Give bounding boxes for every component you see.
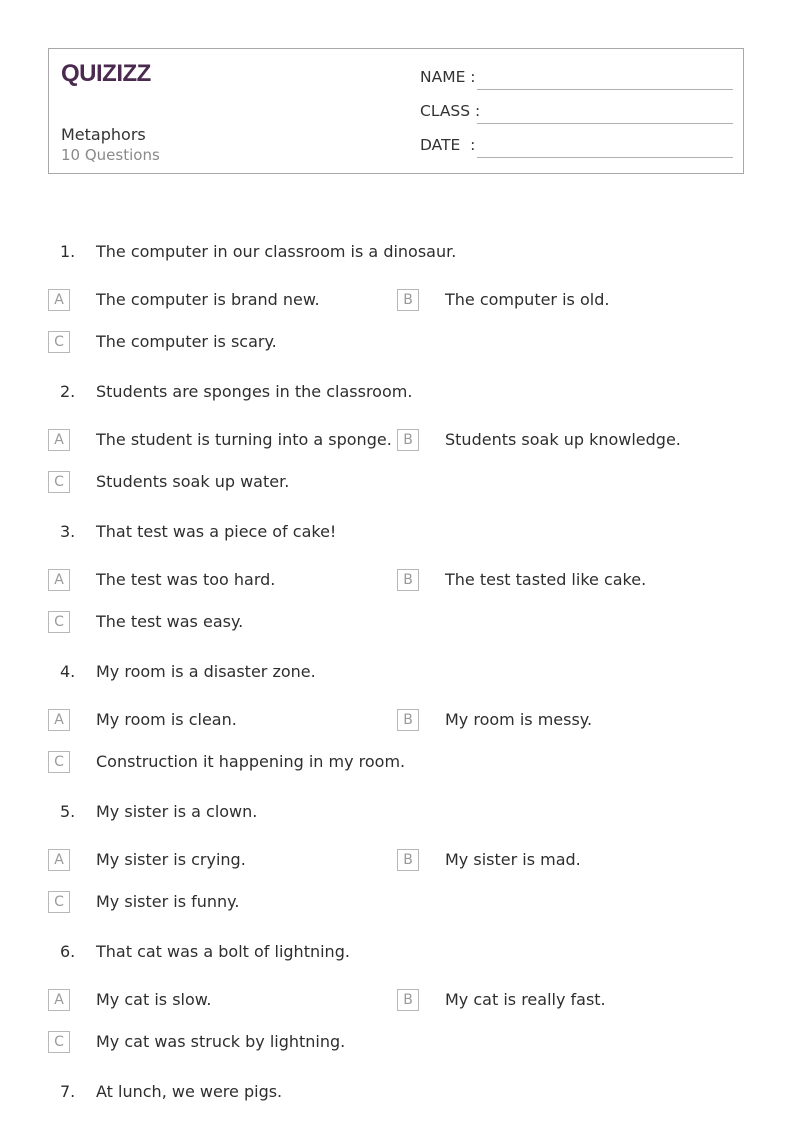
- question-number: 2.: [60, 382, 76, 401]
- question-number: 6.: [60, 942, 76, 961]
- svg-text:QUIZIZZ: QUIZIZZ: [61, 60, 151, 87]
- option-c-text: My sister is funny.: [96, 892, 240, 911]
- question-number: 1.: [60, 242, 76, 261]
- question-text: The computer in our classroom is a dinosaur.: [96, 242, 457, 261]
- option-b-checkbox[interactable]: B: [397, 849, 419, 871]
- option-c-checkbox[interactable]: C: [48, 1031, 70, 1053]
- option-c-checkbox[interactable]: C: [48, 751, 70, 773]
- class-label: CLASS :: [420, 102, 481, 120]
- date-label: DATE :: [420, 136, 476, 154]
- name-line[interactable]: [477, 89, 733, 90]
- question-text: My sister is a clown.: [96, 802, 258, 821]
- option-b-text: Students soak up knowledge.: [445, 430, 681, 449]
- option-a-checkbox[interactable]: A: [48, 569, 70, 591]
- quizizz-logo: [61, 57, 153, 87]
- worksheet-title: Metaphors: [61, 125, 146, 144]
- option-a-checkbox[interactable]: A: [48, 849, 70, 871]
- option-c-checkbox[interactable]: C: [48, 891, 70, 913]
- question-number: 3.: [60, 522, 76, 541]
- option-a-checkbox[interactable]: A: [48, 289, 70, 311]
- class-field[interactable]: [420, 102, 733, 124]
- option-a-text: The computer is brand new.: [96, 290, 320, 309]
- option-a-checkbox[interactable]: A: [48, 989, 70, 1011]
- option-c-text: The test was easy.: [96, 612, 244, 631]
- option-c-checkbox[interactable]: C: [48, 611, 70, 633]
- option-c-text: The computer is scary.: [96, 332, 277, 351]
- question-count: 10 Questions: [61, 146, 160, 164]
- option-a-checkbox[interactable]: A: [48, 709, 70, 731]
- option-b-checkbox[interactable]: B: [397, 569, 419, 591]
- option-b-text: The computer is old.: [445, 290, 610, 309]
- option-a-text: My sister is crying.: [96, 850, 246, 869]
- question-number: 4.: [60, 662, 76, 681]
- option-b-checkbox[interactable]: B: [397, 709, 419, 731]
- question-text: That test was a piece of cake!: [96, 522, 337, 541]
- option-c-text: Students soak up water.: [96, 472, 290, 491]
- name-field[interactable]: [420, 68, 733, 90]
- option-b-text: My sister is mad.: [445, 850, 581, 869]
- option-b-text: My room is messy.: [445, 710, 593, 729]
- option-c-text: Construction it happening in my room.: [96, 752, 406, 771]
- question-text: That cat was a bolt of lightning.: [96, 942, 350, 961]
- option-a-text: The test was too hard.: [96, 570, 276, 589]
- question-number: 7.: [60, 1082, 76, 1101]
- name-label: NAME :: [420, 68, 476, 86]
- option-b-checkbox[interactable]: B: [397, 429, 419, 451]
- option-b-checkbox[interactable]: B: [397, 989, 419, 1011]
- class-line[interactable]: [477, 123, 733, 124]
- option-a-text: My cat is slow.: [96, 990, 212, 1009]
- option-a-checkbox[interactable]: A: [48, 429, 70, 451]
- date-line[interactable]: [477, 157, 733, 158]
- date-field[interactable]: [420, 136, 733, 158]
- option-c-checkbox[interactable]: C: [48, 331, 70, 353]
- option-b-checkbox[interactable]: B: [397, 289, 419, 311]
- option-b-text: My cat is really fast.: [445, 990, 606, 1009]
- worksheet-header: [48, 48, 744, 174]
- question-text: At lunch, we were pigs.: [96, 1082, 283, 1101]
- question-number: 5.: [60, 802, 76, 821]
- option-b-text: The test tasted like cake.: [445, 570, 647, 589]
- option-a-text: The student is turning into a sponge.: [96, 430, 392, 449]
- option-c-text: My cat was struck by lightning.: [96, 1032, 346, 1051]
- option-a-text: My room is clean.: [96, 710, 237, 729]
- question-text: Students are sponges in the classroom.: [96, 382, 413, 401]
- question-text: My room is a disaster zone.: [96, 662, 316, 681]
- option-c-checkbox[interactable]: C: [48, 471, 70, 493]
